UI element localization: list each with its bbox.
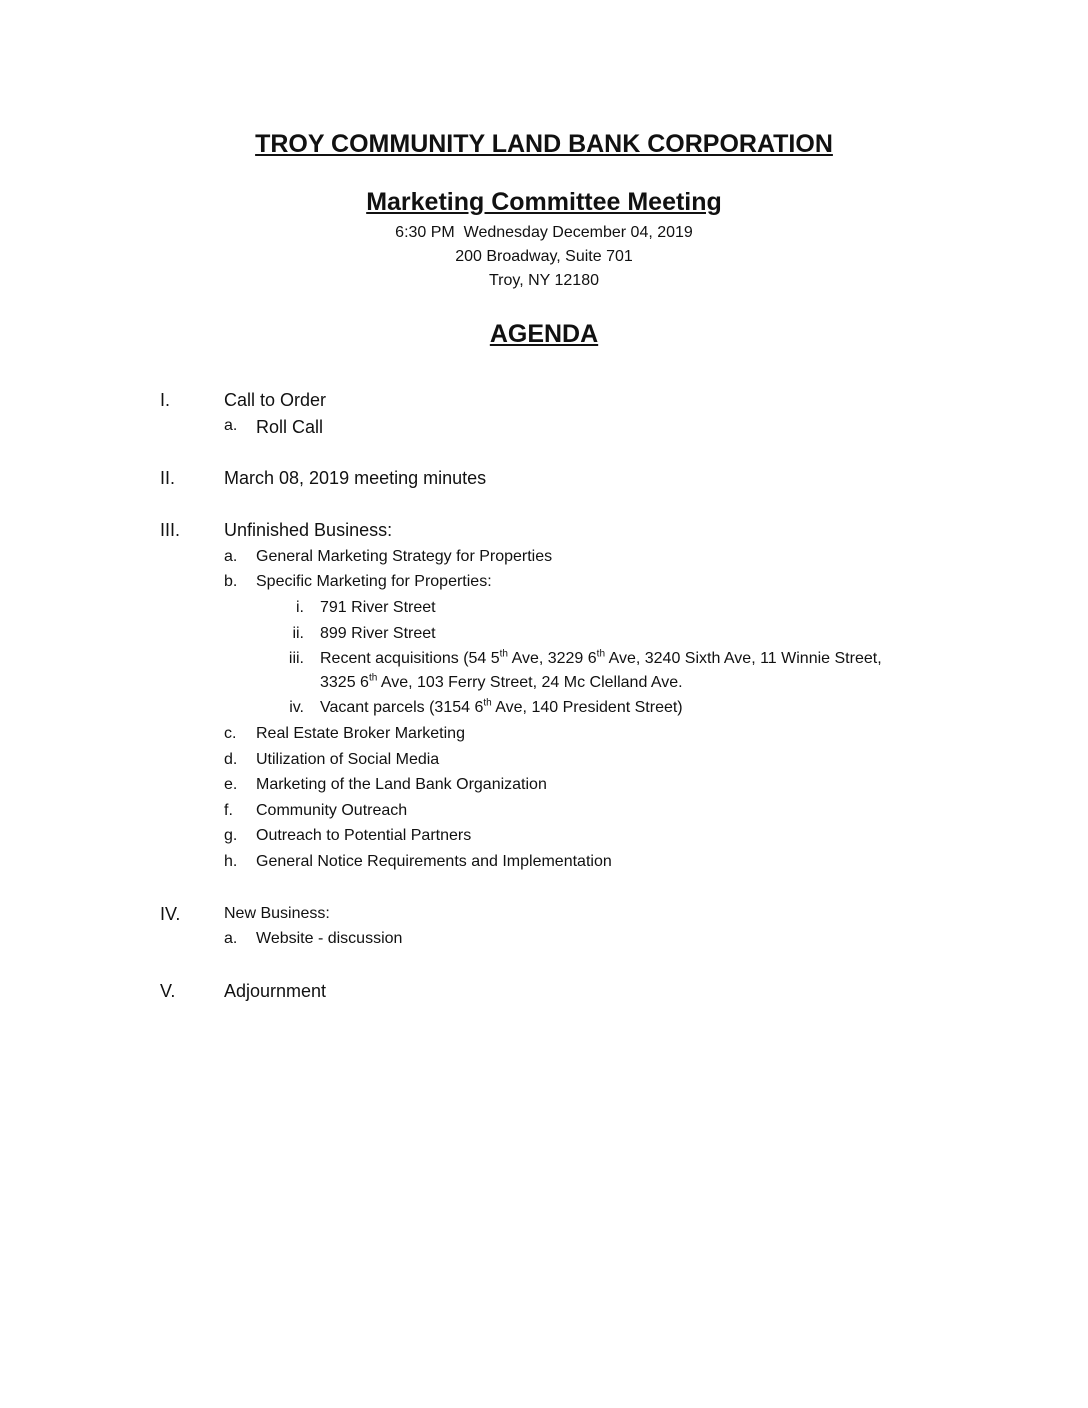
section-title: Call to Order (224, 390, 327, 410)
item-letter: g. (224, 827, 238, 844)
subitem-text-continuation: 3325 6th Ave, 103 Ferry Street, 24 Mc Clelland Ave. (320, 672, 683, 691)
item-text: General Notice Requirements and Implementation (256, 853, 612, 870)
section-title: Unfinished Business: (224, 520, 393, 540)
subitem-number: ii. (292, 625, 304, 642)
item-letter: a. (224, 930, 238, 947)
item-text: Website - discussion (256, 930, 403, 947)
item-text: Marketing of the Land Bank Organization (256, 776, 547, 793)
organization-title: TROY COMMUNITY LAND BANK CORPORATION (255, 130, 833, 158)
meeting-city: Troy, NY 12180 (489, 272, 599, 289)
subitem-text: Recent acquisitions (54 5th Ave, 3229 6th Ave, 3240 Sixth Ave, 11 Winnie Street, (320, 648, 882, 667)
item-letter: d. (224, 751, 238, 768)
subitem-text: 791 River Street (320, 599, 436, 616)
agenda-heading: AGENDA (489, 320, 599, 348)
item-text: General Marketing Strategy for Properties (256, 548, 553, 565)
item-letter: c. (224, 725, 237, 742)
item-letter: b. (224, 573, 238, 590)
section-title: March 08, 2019 meeting minutes (224, 468, 487, 488)
item-text: Outreach to Potential Partners (256, 827, 472, 844)
subitem-text: 899 River Street (320, 625, 436, 642)
item-letter: a. (224, 548, 238, 565)
section-number: IV. (160, 904, 181, 924)
section-number: II. (160, 468, 176, 488)
subitem-text: Vacant parcels (3154 6th Ave, 140 President Street) (320, 697, 683, 716)
item-text: Specific Marketing for Properties: (256, 573, 492, 590)
meeting-title: Marketing Committee Meeting (366, 188, 722, 216)
item-letter: f. (224, 802, 233, 819)
item-letter: e. (224, 776, 238, 793)
section-number: I. (160, 390, 171, 410)
meeting-time-date: 6:30 PM Wednesday December 04, 2019 (395, 224, 693, 241)
item-letter: h. (224, 853, 238, 870)
item-text: Roll Call (256, 417, 324, 437)
section-number: III. (160, 520, 181, 540)
subitem-number: i. (296, 599, 304, 616)
item-text: Real Estate Broker Marketing (256, 725, 465, 742)
section-title: New Business: (224, 905, 330, 922)
section-number: V. (160, 981, 176, 1001)
subitem-number: iii. (288, 650, 304, 667)
subitem-number: iv. (289, 699, 304, 716)
meeting-address: 200 Broadway, Suite 701 (455, 248, 633, 265)
item-letter: a. (224, 417, 238, 434)
section-title: Adjournment (224, 981, 327, 1001)
item-text: Utilization of Social Media (256, 751, 440, 768)
item-text: Community Outreach (256, 802, 408, 819)
